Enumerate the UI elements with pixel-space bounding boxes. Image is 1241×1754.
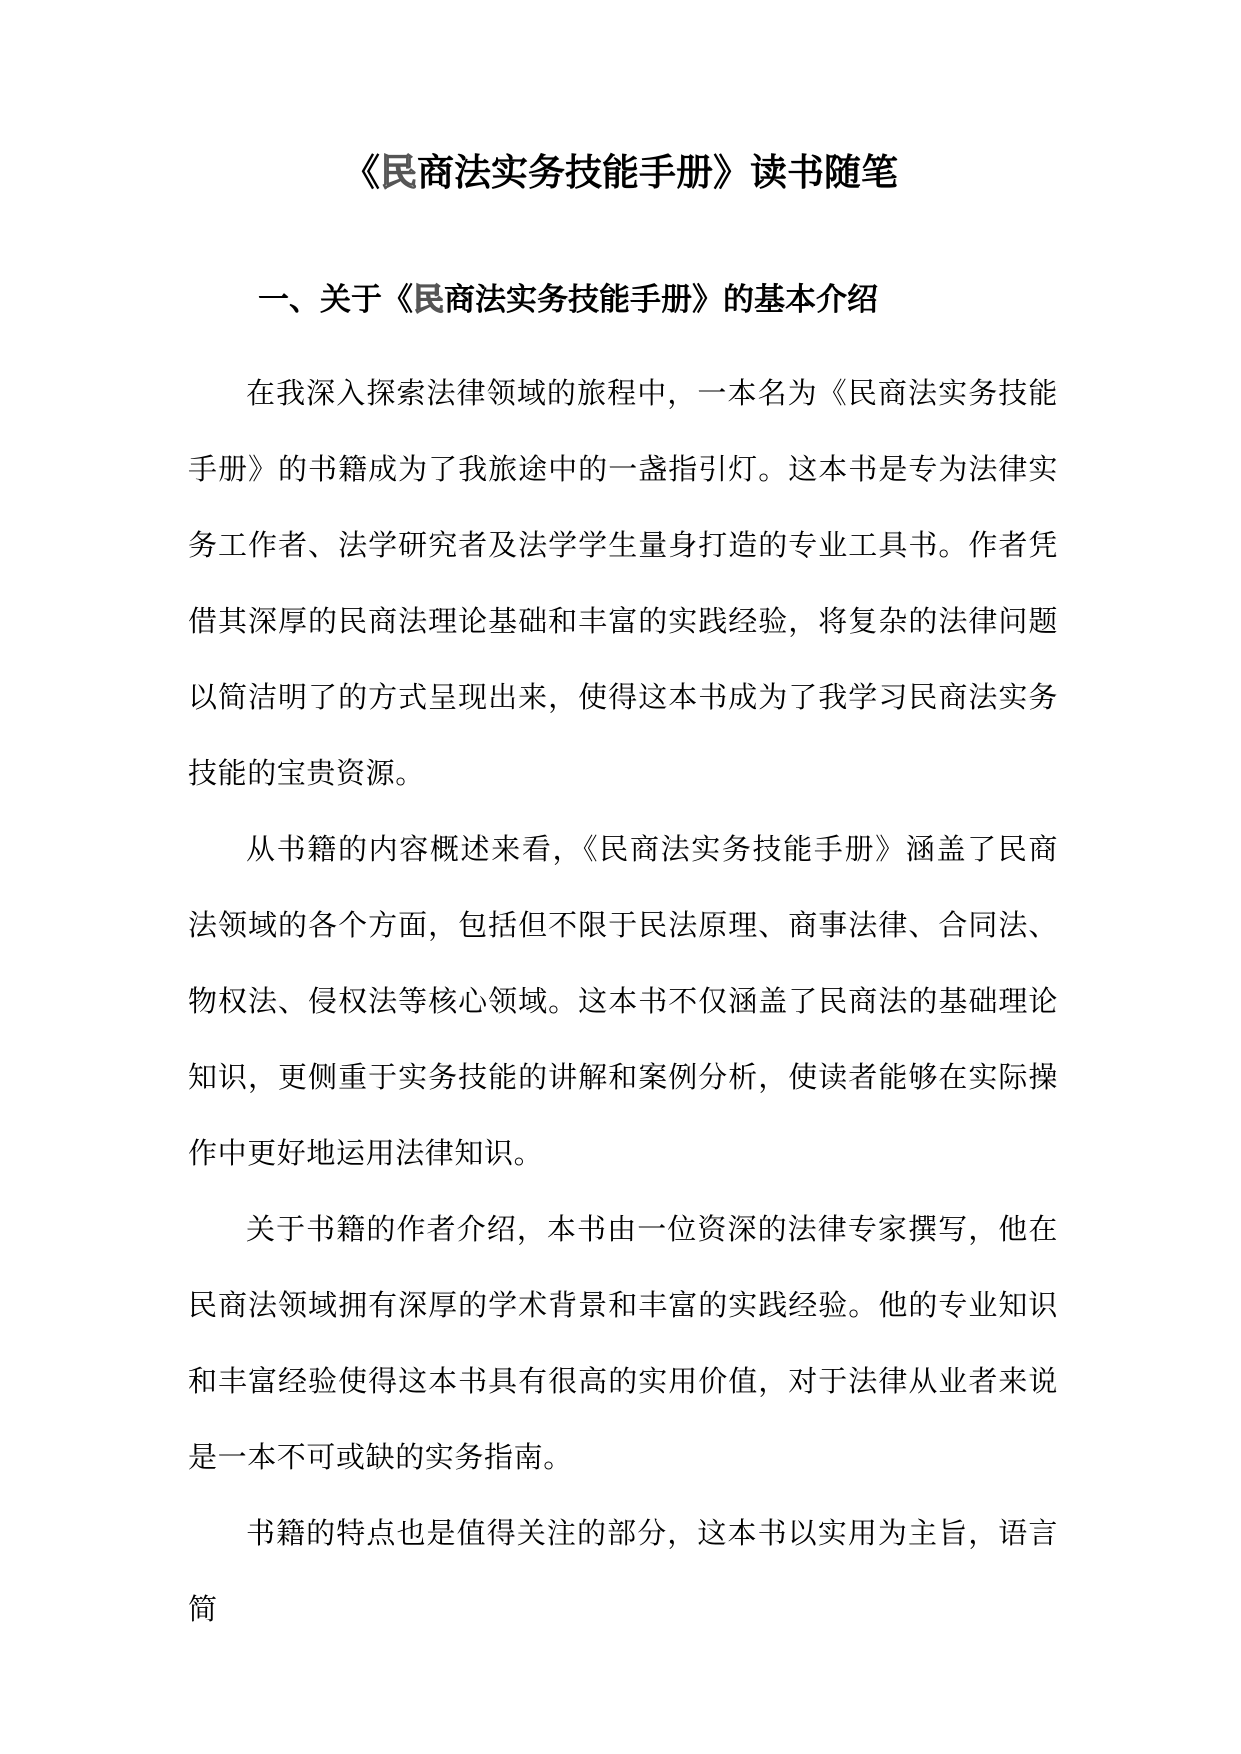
paragraph: 书籍的特点也是值得关注的部分，这本书以实用为主旨，语言简 — [188, 1516, 1058, 1626]
paragraph: 关于书籍的作者介绍，本书由一位资深的法律专家撰写，他在民商法领域拥有深厚的学术背景和丰富的实践经验。他的专业知识和丰富经验使得这本书具有很高的实用价值，对于法律从业者来说是一本不可或缺的实务指南。 — [188, 1212, 1058, 1474]
paragraph: 在我深入探索法律领域的旅程中，一本名为《民商法实务技能手册》的书籍成为了我旅途中的一盏指引灯。这本书是专为法律实务工作者、法学研究者及法学学生量身打造的专业工具书。作者凭借其深厚的民商法理论基础和丰富的实践经验，将复杂的法律问题以简洁明了的方式呈现出来，使得这本书成为了我学习民商法实务技能的宝贵资源。 — [188, 376, 1058, 790]
heading-rest: 商法实务技能手册》的基本介绍 — [444, 282, 878, 318]
body-text — [188, 355, 1058, 1647]
section-heading — [258, 278, 878, 322]
document-title — [0, 148, 1241, 198]
title-outline-char: 民 — [380, 151, 417, 194]
paragraph: 从书籍的内容概述来看，《民商法实务技能手册》涵盖了民商法领域的各个方面，包括但不限于民法原理、商事法律、合同法、物权法、侵权法等核心领域。这本书不仅涵盖了民商法的基础理论知识，更侧重于实务技能的讲解和案例分析，使读者能够在实际操作中更好地运用法律知识。 — [188, 832, 1058, 1170]
title-prefix: 《 — [343, 151, 380, 194]
heading-outline-char: 民 — [413, 282, 444, 318]
title-rest: 商法实务技能手册》读书随笔 — [417, 151, 898, 194]
heading-prefix: 一、关于《 — [258, 282, 413, 318]
